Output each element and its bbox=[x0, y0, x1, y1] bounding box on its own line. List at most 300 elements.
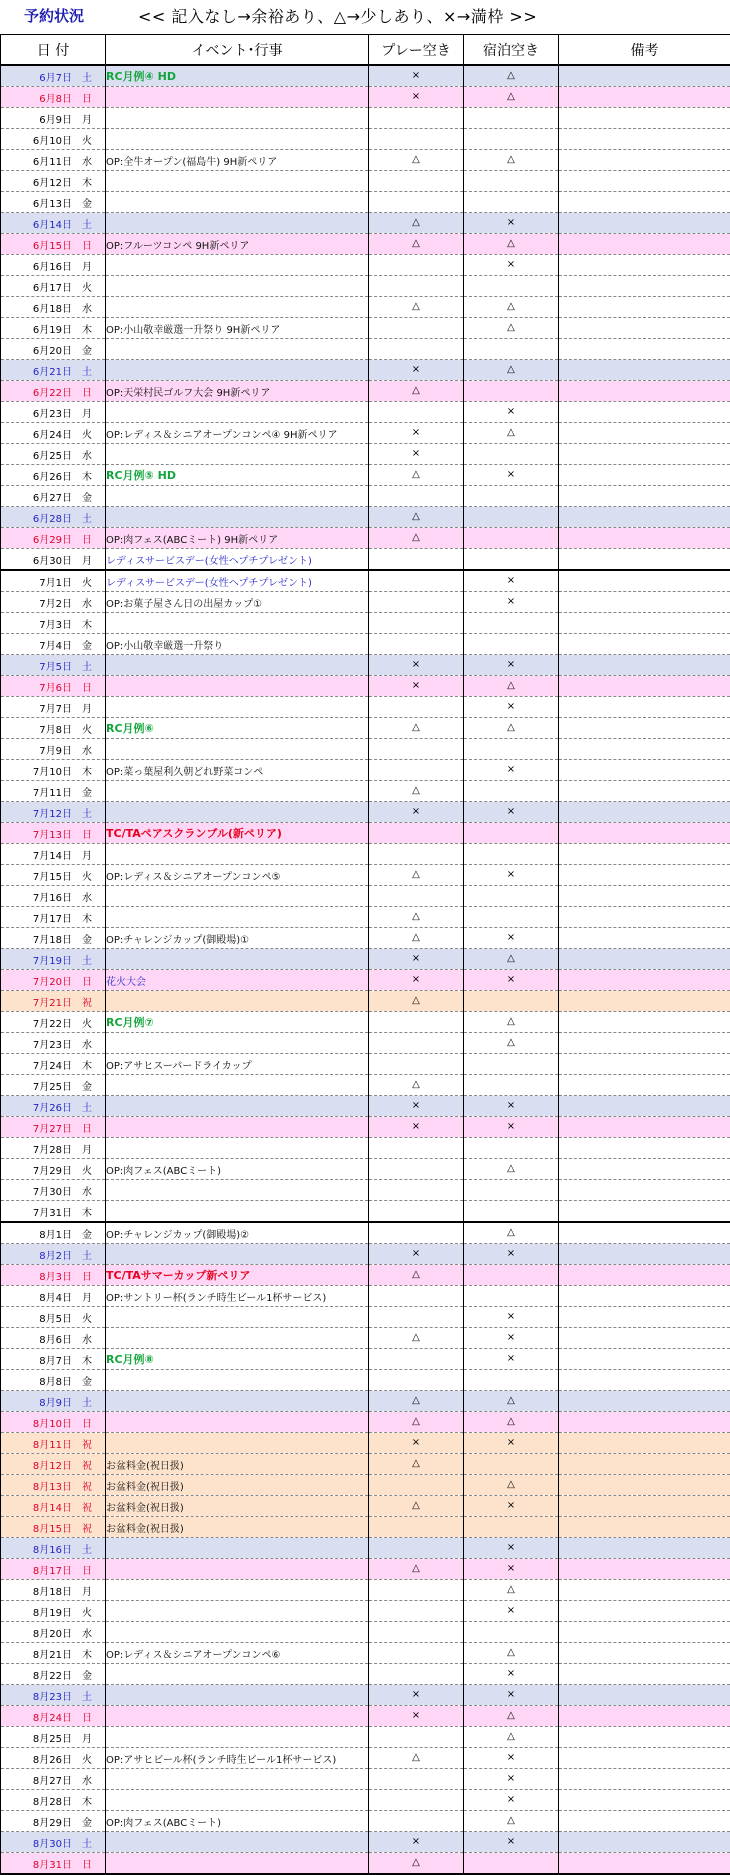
date-cell bbox=[1, 570, 106, 592]
date-cell bbox=[1, 87, 106, 108]
date-text: 7月3日 bbox=[1, 616, 72, 631]
table-row bbox=[1, 1580, 730, 1601]
play-availability-cell: △ bbox=[369, 381, 464, 402]
event-text: OP:肉フェス(ABCミート) bbox=[106, 1818, 221, 1829]
note-cell bbox=[559, 339, 730, 360]
note-cell bbox=[559, 1601, 730, 1622]
note-cell bbox=[559, 507, 730, 528]
weekday-text: 日 bbox=[76, 531, 98, 546]
note-cell bbox=[559, 108, 730, 129]
table-row bbox=[1, 1265, 730, 1286]
date-cell bbox=[1, 613, 106, 634]
play-availability-cell bbox=[369, 1727, 464, 1748]
play-availability-cell: × bbox=[369, 360, 464, 381]
note-cell bbox=[559, 444, 730, 465]
event-cell bbox=[106, 1096, 369, 1117]
date-cell bbox=[1, 949, 106, 970]
event-cell bbox=[106, 171, 369, 192]
table-row bbox=[1, 991, 730, 1012]
date-text: 6月14日 bbox=[1, 216, 72, 231]
note-cell bbox=[559, 1222, 730, 1244]
table-row bbox=[1, 486, 730, 507]
table-row bbox=[1, 65, 730, 87]
note-cell bbox=[559, 528, 730, 549]
play-availability-cell: △ bbox=[369, 907, 464, 928]
date-text: 7月27日 bbox=[1, 1120, 72, 1135]
event-text: お盆料金(祝日扱) bbox=[106, 1524, 184, 1535]
date-cell bbox=[1, 1580, 106, 1601]
table-row bbox=[1, 676, 730, 697]
legend-text: << 記入なし→余裕あり、△→少しあり、×→満枠 >> bbox=[138, 4, 537, 27]
note-cell bbox=[559, 970, 730, 991]
stay-availability-cell bbox=[464, 507, 559, 528]
event-cell bbox=[106, 1832, 369, 1853]
note-cell bbox=[559, 1811, 730, 1832]
date-cell bbox=[1, 907, 106, 928]
weekday-text: 火 bbox=[76, 868, 98, 883]
date-text: 8月24日 bbox=[1, 1709, 72, 1724]
note-cell bbox=[559, 739, 730, 760]
play-availability-cell: × bbox=[369, 1433, 464, 1454]
weekday-text: 月 bbox=[76, 405, 98, 420]
table-row bbox=[1, 1180, 730, 1201]
stay-availability-cell bbox=[464, 1286, 559, 1307]
stay-availability-cell: × bbox=[464, 1096, 559, 1117]
date-text: 7月29日 bbox=[1, 1162, 72, 1177]
weekday-text: 日 bbox=[76, 1856, 98, 1871]
play-availability-cell: × bbox=[369, 1117, 464, 1138]
note-cell bbox=[559, 1096, 730, 1117]
date-text: 7月7日 bbox=[1, 700, 72, 715]
event-cell bbox=[106, 381, 369, 402]
table-row bbox=[1, 1559, 730, 1580]
event-cell bbox=[106, 213, 369, 234]
event-cell bbox=[106, 1433, 369, 1454]
table-row bbox=[1, 1244, 730, 1265]
stay-availability-cell: × bbox=[464, 1769, 559, 1790]
date-cell bbox=[1, 718, 106, 739]
play-availability-cell: △ bbox=[369, 991, 464, 1012]
page-title: 予約状況 bbox=[24, 5, 84, 26]
stay-availability-cell bbox=[464, 444, 559, 465]
stay-availability-cell: △ bbox=[464, 1811, 559, 1832]
date-text: 8月9日 bbox=[1, 1394, 72, 1409]
play-availability-cell: × bbox=[369, 1096, 464, 1117]
weekday-text: 水 bbox=[76, 1183, 98, 1198]
date-text: 8月20日 bbox=[1, 1625, 72, 1640]
stay-availability-cell bbox=[464, 1054, 559, 1075]
weekday-text: 月 bbox=[76, 847, 98, 862]
table-row bbox=[1, 1769, 730, 1790]
stay-availability-cell: × bbox=[464, 1496, 559, 1517]
note-cell bbox=[559, 1370, 730, 1391]
date-text: 6月13日 bbox=[1, 195, 72, 210]
note-cell bbox=[559, 592, 730, 613]
note-cell bbox=[559, 192, 730, 213]
play-availability-cell: △ bbox=[369, 1496, 464, 1517]
weekday-text: 金 bbox=[76, 1667, 98, 1682]
date-cell bbox=[1, 928, 106, 949]
date-cell bbox=[1, 192, 106, 213]
table-row bbox=[1, 276, 730, 297]
note-cell bbox=[559, 802, 730, 823]
stay-availability-cell: △ bbox=[464, 1222, 559, 1244]
date-cell bbox=[1, 802, 106, 823]
stay-availability-cell bbox=[464, 991, 559, 1012]
stay-availability-cell: × bbox=[464, 1433, 559, 1454]
play-availability-cell bbox=[369, 1286, 464, 1307]
stay-availability-cell: △ bbox=[464, 949, 559, 970]
stay-availability-cell: × bbox=[464, 1307, 559, 1328]
event-cell bbox=[106, 444, 369, 465]
date-text: 7月10日 bbox=[1, 763, 72, 778]
note-cell bbox=[559, 1180, 730, 1201]
table-row bbox=[1, 1391, 730, 1412]
play-availability-cell bbox=[369, 486, 464, 507]
date-cell bbox=[1, 865, 106, 886]
weekday-text: 金 bbox=[76, 1226, 98, 1241]
date-cell bbox=[1, 444, 106, 465]
table-row bbox=[1, 129, 730, 150]
stay-availability-cell bbox=[464, 108, 559, 129]
date-cell bbox=[1, 1370, 106, 1391]
date-text: 8月29日 bbox=[1, 1814, 72, 1829]
play-availability-cell bbox=[369, 613, 464, 634]
event-cell bbox=[106, 949, 369, 970]
event-cell bbox=[106, 1201, 369, 1223]
stay-availability-cell: △ bbox=[464, 150, 559, 171]
stay-availability-cell bbox=[464, 907, 559, 928]
event-cell bbox=[106, 1307, 369, 1328]
stay-availability-cell: × bbox=[464, 1538, 559, 1559]
date-cell bbox=[1, 1033, 106, 1054]
event-text: OP:レディス＆シニアオープンコンペ⑥ bbox=[106, 1650, 280, 1661]
date-text: 8月6日 bbox=[1, 1331, 72, 1346]
date-text: 7月31日 bbox=[1, 1204, 72, 1219]
weekday-text: 水 bbox=[76, 1772, 98, 1787]
event-cell bbox=[106, 760, 369, 781]
weekday-text: 木 bbox=[76, 468, 98, 483]
table-row bbox=[1, 1033, 730, 1054]
stay-availability-cell bbox=[464, 1201, 559, 1223]
date-cell bbox=[1, 1433, 106, 1454]
event-cell bbox=[106, 1559, 369, 1580]
date-cell bbox=[1, 1096, 106, 1117]
table-row bbox=[1, 444, 730, 465]
note-cell bbox=[559, 1517, 730, 1538]
weekday-text: 日 bbox=[76, 1562, 98, 1577]
date-cell bbox=[1, 1748, 106, 1769]
note-cell bbox=[559, 1159, 730, 1180]
event-cell bbox=[106, 1117, 369, 1138]
weekday-text: 土 bbox=[76, 363, 98, 378]
table-row bbox=[1, 549, 730, 571]
date-cell bbox=[1, 970, 106, 991]
stay-availability-cell bbox=[464, 1180, 559, 1201]
event-cell bbox=[106, 465, 369, 486]
table-row bbox=[1, 150, 730, 171]
event-cell bbox=[106, 676, 369, 697]
note-cell bbox=[559, 1559, 730, 1580]
play-availability-cell: △ bbox=[369, 528, 464, 549]
weekday-text: 土 bbox=[76, 1688, 98, 1703]
weekday-text: 水 bbox=[76, 1036, 98, 1051]
date-text: 6月29日 bbox=[1, 531, 72, 546]
event-cell bbox=[106, 234, 369, 255]
date-cell bbox=[1, 1664, 106, 1685]
stay-availability-cell bbox=[464, 192, 559, 213]
table-row bbox=[1, 970, 730, 991]
weekday-text: 火 bbox=[76, 132, 98, 147]
play-availability-cell: △ bbox=[369, 718, 464, 739]
stay-availability-cell: × bbox=[464, 1832, 559, 1853]
event-cell bbox=[106, 1706, 369, 1727]
note-cell bbox=[559, 1538, 730, 1559]
play-availability-cell: △ bbox=[369, 781, 464, 802]
weekday-text: 日 bbox=[76, 973, 98, 988]
play-availability-cell: × bbox=[369, 65, 464, 87]
note-cell bbox=[559, 1054, 730, 1075]
play-availability-cell: × bbox=[369, 949, 464, 970]
note-cell bbox=[559, 1727, 730, 1748]
play-availability-cell bbox=[369, 276, 464, 297]
date-cell bbox=[1, 171, 106, 192]
weekday-text: 水 bbox=[76, 595, 98, 610]
event-cell bbox=[106, 697, 369, 718]
date-text: 6月21日 bbox=[1, 363, 72, 378]
weekday-text: 火 bbox=[76, 1162, 98, 1177]
note-cell bbox=[559, 570, 730, 592]
stay-availability-cell bbox=[464, 1517, 559, 1538]
weekday-text: 火 bbox=[76, 1604, 98, 1619]
date-text: 8月14日 bbox=[1, 1499, 72, 1514]
note-cell bbox=[559, 1433, 730, 1454]
stay-availability-cell bbox=[464, 171, 559, 192]
play-availability-cell bbox=[369, 1222, 464, 1244]
table-row bbox=[1, 949, 730, 970]
play-availability-cell: △ bbox=[369, 465, 464, 486]
stay-availability-cell bbox=[464, 1454, 559, 1475]
weekday-text: 日 bbox=[76, 90, 98, 105]
event-text: OP:菜っ葉屋利久朝どれ野菜コンペ bbox=[106, 767, 263, 778]
date-cell bbox=[1, 697, 106, 718]
stay-availability-cell bbox=[464, 528, 559, 549]
play-availability-cell: × bbox=[369, 444, 464, 465]
play-availability-cell bbox=[369, 1054, 464, 1075]
table-row bbox=[1, 655, 730, 676]
note-cell bbox=[559, 697, 730, 718]
stay-availability-cell bbox=[464, 886, 559, 907]
date-text: 8月31日 bbox=[1, 1856, 72, 1871]
date-text: 8月1日 bbox=[1, 1226, 72, 1241]
weekday-text: 日 bbox=[76, 826, 98, 841]
play-availability-cell bbox=[369, 171, 464, 192]
date-text: 7月24日 bbox=[1, 1057, 72, 1072]
stay-availability-cell bbox=[464, 1265, 559, 1286]
play-availability-cell bbox=[369, 844, 464, 865]
date-cell bbox=[1, 1601, 106, 1622]
weekday-text: 水 bbox=[76, 1331, 98, 1346]
table-row bbox=[1, 1685, 730, 1706]
play-availability-cell: △ bbox=[369, 1075, 464, 1096]
note-cell bbox=[559, 760, 730, 781]
weekday-text: 火 bbox=[76, 279, 98, 294]
date-cell bbox=[1, 528, 106, 549]
play-availability-cell: △ bbox=[369, 1412, 464, 1433]
event-text: OP:チャレンジカップ(御殿場)① bbox=[106, 935, 249, 946]
weekday-text: 祝 bbox=[76, 1499, 98, 1514]
note-cell bbox=[559, 1496, 730, 1517]
event-cell bbox=[106, 129, 369, 150]
weekday-text: 木 bbox=[76, 616, 98, 631]
table-row bbox=[1, 318, 730, 339]
event-text: レディスサービスデー(女性ヘプチプレゼント) bbox=[106, 556, 312, 567]
stay-availability-cell bbox=[464, 276, 559, 297]
date-cell bbox=[1, 507, 106, 528]
date-cell bbox=[1, 1685, 106, 1706]
table-row bbox=[1, 87, 730, 108]
stay-availability-cell: × bbox=[464, 1328, 559, 1349]
date-cell bbox=[1, 1349, 106, 1370]
event-cell bbox=[106, 1853, 369, 1875]
note-cell bbox=[559, 1853, 730, 1875]
note-cell bbox=[559, 171, 730, 192]
event-text: お盆料金(祝日扱) bbox=[106, 1482, 184, 1493]
note-cell bbox=[559, 949, 730, 970]
note-cell bbox=[559, 823, 730, 844]
event-cell bbox=[106, 1454, 369, 1475]
weekday-text: 木 bbox=[76, 1352, 98, 1367]
weekday-text: 金 bbox=[76, 637, 98, 652]
event-cell bbox=[106, 1685, 369, 1706]
note-cell bbox=[559, 1012, 730, 1033]
date-cell bbox=[1, 381, 106, 402]
note-cell bbox=[559, 865, 730, 886]
reservation-table bbox=[0, 34, 730, 1875]
date-text: 6月18日 bbox=[1, 300, 72, 315]
event-cell bbox=[106, 1811, 369, 1832]
stay-availability-cell: × bbox=[464, 1664, 559, 1685]
stay-availability-cell bbox=[464, 823, 559, 844]
play-availability-cell: △ bbox=[369, 297, 464, 318]
date-text: 7月2日 bbox=[1, 595, 72, 610]
note-cell bbox=[559, 1286, 730, 1307]
note-cell bbox=[559, 1201, 730, 1223]
note-cell bbox=[559, 1769, 730, 1790]
stay-availability-cell: × bbox=[464, 465, 559, 486]
event-cell bbox=[106, 192, 369, 213]
stay-availability-cell bbox=[464, 634, 559, 655]
stay-availability-cell bbox=[464, 739, 559, 760]
weekday-text: 日 bbox=[76, 679, 98, 694]
note-cell bbox=[559, 465, 730, 486]
event-cell bbox=[106, 592, 369, 613]
date-text: 6月24日 bbox=[1, 426, 72, 441]
stay-availability-cell: △ bbox=[464, 87, 559, 108]
date-cell bbox=[1, 1853, 106, 1875]
table-row bbox=[1, 570, 730, 592]
date-text: 7月9日 bbox=[1, 742, 72, 757]
event-text: レディスサービスデー(女性ヘプチプレゼント) bbox=[106, 578, 312, 589]
event-cell bbox=[106, 1475, 369, 1496]
weekday-text: 水 bbox=[76, 153, 98, 168]
date-cell bbox=[1, 1201, 106, 1223]
play-availability-cell: × bbox=[369, 1685, 464, 1706]
note-cell bbox=[559, 844, 730, 865]
note-cell bbox=[559, 634, 730, 655]
weekday-text: 日 bbox=[76, 237, 98, 252]
play-availability-cell: △ bbox=[369, 1748, 464, 1769]
weekday-text: 木 bbox=[76, 910, 98, 925]
note-cell bbox=[559, 886, 730, 907]
stay-availability-cell: △ bbox=[464, 1412, 559, 1433]
table-row bbox=[1, 823, 730, 844]
date-text: 6月17日 bbox=[1, 279, 72, 294]
weekday-text: 金 bbox=[76, 1814, 98, 1829]
date-text: 7月16日 bbox=[1, 889, 72, 904]
date-cell bbox=[1, 1496, 106, 1517]
weekday-text: 火 bbox=[76, 1751, 98, 1766]
date-text: 8月28日 bbox=[1, 1793, 72, 1808]
date-cell bbox=[1, 991, 106, 1012]
date-cell bbox=[1, 234, 106, 255]
date-text: 6月27日 bbox=[1, 489, 72, 504]
note-cell bbox=[559, 1643, 730, 1664]
play-availability-cell: △ bbox=[369, 1328, 464, 1349]
date-text: 8月30日 bbox=[1, 1835, 72, 1850]
event-cell bbox=[106, 1222, 369, 1244]
note-cell bbox=[559, 1265, 730, 1286]
event-cell bbox=[106, 1538, 369, 1559]
play-availability-cell bbox=[369, 886, 464, 907]
date-text: 6月19日 bbox=[1, 321, 72, 336]
play-availability-cell bbox=[369, 402, 464, 423]
stay-availability-cell: △ bbox=[464, 676, 559, 697]
event-cell bbox=[106, 1054, 369, 1075]
date-cell bbox=[1, 318, 106, 339]
date-text: 8月25日 bbox=[1, 1730, 72, 1745]
event-text: お盆料金(祝日扱) bbox=[106, 1503, 184, 1514]
table-row bbox=[1, 423, 730, 444]
weekday-text: 日 bbox=[76, 1120, 98, 1135]
table-row bbox=[1, 739, 730, 760]
date-text: 7月6日 bbox=[1, 679, 72, 694]
stay-availability-cell: △ bbox=[464, 1159, 559, 1180]
table-row bbox=[1, 1286, 730, 1307]
event-text: OP:肉フェス(ABCミート) 9H新ペリア bbox=[106, 535, 278, 546]
event-cell bbox=[106, 1790, 369, 1811]
stay-availability-cell: × bbox=[464, 697, 559, 718]
note-cell bbox=[559, 781, 730, 802]
event-cell bbox=[106, 318, 369, 339]
note-cell bbox=[559, 1706, 730, 1727]
stay-availability-cell: △ bbox=[464, 1391, 559, 1412]
play-availability-cell: × bbox=[369, 423, 464, 444]
date-text: 7月22日 bbox=[1, 1015, 72, 1030]
table-row bbox=[1, 634, 730, 655]
note-cell bbox=[559, 255, 730, 276]
note-cell bbox=[559, 318, 730, 339]
date-cell bbox=[1, 255, 106, 276]
play-availability-cell: △ bbox=[369, 507, 464, 528]
table-row bbox=[1, 465, 730, 486]
date-cell bbox=[1, 1054, 106, 1075]
date-cell bbox=[1, 1286, 106, 1307]
note-cell bbox=[559, 381, 730, 402]
stay-availability-cell: × bbox=[464, 970, 559, 991]
date-cell bbox=[1, 1538, 106, 1559]
event-cell bbox=[106, 423, 369, 444]
